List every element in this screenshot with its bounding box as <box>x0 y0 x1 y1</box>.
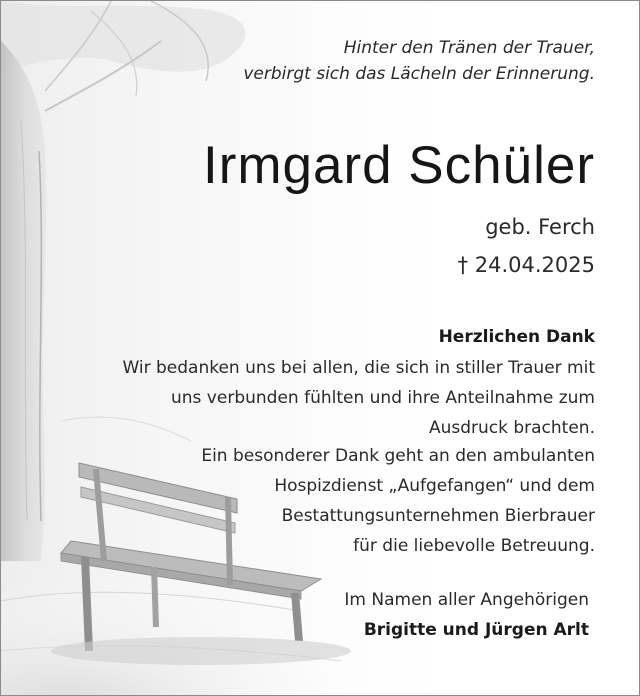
thanks-paragraph-1-line: uns verbunden fühlten und ihre Anteilnahme zum <box>171 388 595 408</box>
signature-names: Brigitte und Jürgen Arlt <box>363 620 589 640</box>
thanks-heading: Herzlichen Dank <box>438 327 595 347</box>
quote-line-2: verbirgt sich das Lächeln der Erinnerung. <box>243 64 595 84</box>
thanks-paragraph-1 <box>122 353 595 443</box>
maiden-name: geb. Ferch <box>485 215 595 239</box>
thanks-paragraph-2-line: Ein besonderer Dank geht an den ambulanten <box>201 446 595 466</box>
thanks-paragraph-2-line: Hospizdienst „Aufgefangen“ und dem <box>274 476 595 496</box>
quote-line-1: Hinter den Tränen der Trauer, <box>343 38 595 58</box>
death-date: † 24.04.2025 <box>457 253 595 277</box>
signature-intro: Im Namen aller Angehörigen <box>344 590 589 610</box>
thanks-paragraph-2-line: für die liebevolle Betreuung. <box>353 536 595 556</box>
deceased-name: Irmgard Schüler <box>202 136 595 195</box>
thanks-paragraph-2 <box>201 441 595 561</box>
thanks-paragraph-1-line: Wir bedanken uns bei allen, die sich in stiller Trauer mit <box>122 358 595 378</box>
thanks-paragraph-1-line: Ausdruck brachten. <box>428 418 595 438</box>
thanks-paragraph-2-line: Bestattungsunternehmen Bierbrauer <box>281 506 595 526</box>
